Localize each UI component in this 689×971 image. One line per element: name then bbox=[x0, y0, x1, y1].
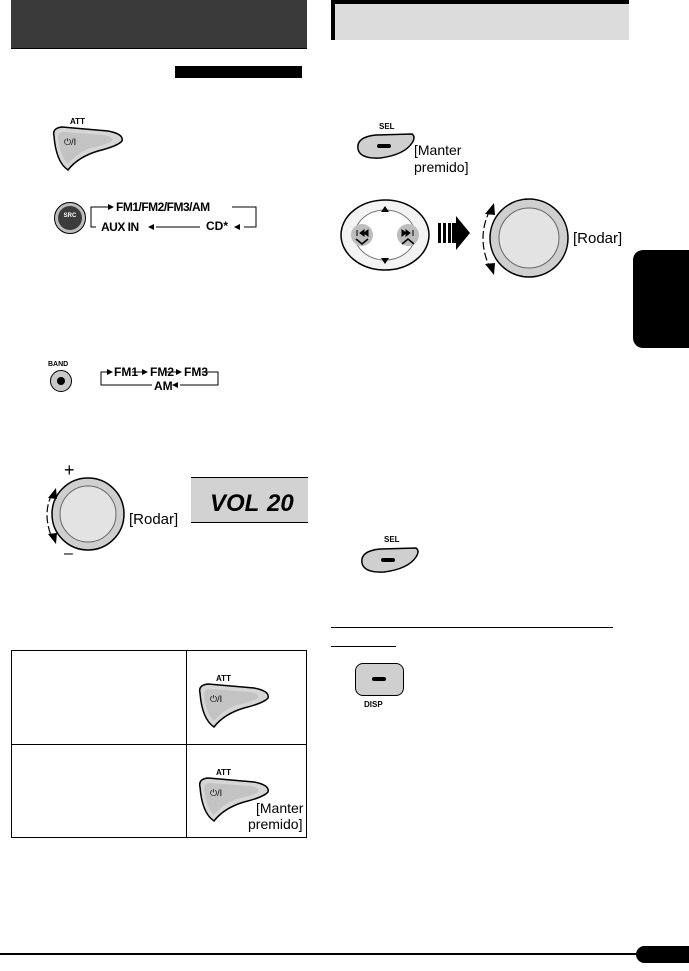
table-power-symbol-2: ⏻/I bbox=[210, 788, 223, 798]
power-symbol-label: ⏻/I bbox=[64, 137, 77, 147]
volume-display-label: VOL bbox=[210, 490, 260, 517]
volume-display-value: 20 bbox=[267, 490, 294, 517]
sel-button-2[interactable] bbox=[358, 545, 422, 575]
disp-button-bar bbox=[372, 677, 386, 681]
transition-arrow-icon bbox=[438, 214, 470, 252]
sel-button-1[interactable] bbox=[354, 131, 418, 161]
source-aux-in: AUX IN bbox=[101, 220, 139, 234]
page-number-tab bbox=[636, 946, 689, 963]
volume-knob[interactable] bbox=[38, 466, 132, 560]
sel-hold-caption-1: [Manter bbox=[414, 142, 462, 158]
right-section-header bbox=[331, 0, 629, 40]
volume-minus: – bbox=[64, 545, 73, 562]
table-power-symbol-1: ⏻/I bbox=[210, 694, 223, 704]
att-power-button[interactable] bbox=[48, 124, 128, 174]
band-button-dot bbox=[57, 377, 65, 385]
band-fm3: FM3 bbox=[184, 365, 208, 379]
dial-caption: [Rodar] bbox=[573, 230, 623, 247]
volume-knob-caption: [Rodar] bbox=[129, 511, 179, 528]
src-label: SRC bbox=[63, 213, 77, 219]
table-row-divider bbox=[11, 744, 307, 745]
att-label: ATT bbox=[70, 117, 85, 126]
table-att-button-1[interactable] bbox=[194, 681, 274, 731]
band-fm2: FM2 bbox=[150, 365, 174, 379]
language-side-tab bbox=[633, 250, 689, 348]
sel-label-1: SEL bbox=[379, 122, 395, 131]
source-cd: CD* bbox=[206, 219, 229, 233]
source-cycle-top: FM1/FM2/FM3/AM bbox=[116, 200, 210, 214]
control-dial[interactable] bbox=[474, 188, 574, 288]
table-att-label-2: ATT bbox=[216, 768, 231, 777]
sel-label-2: SEL bbox=[384, 535, 400, 544]
section-tag-bar bbox=[175, 66, 302, 78]
table-att-label-1: ATT bbox=[216, 674, 231, 683]
volume-plus: + bbox=[64, 460, 75, 480]
footer-rule bbox=[0, 953, 689, 955]
right-subheading-underline bbox=[331, 646, 396, 647]
band-fm1: FM1 bbox=[114, 365, 138, 379]
table-hold-caption-2: premido] bbox=[248, 816, 303, 832]
disp-label: DISP bbox=[364, 700, 383, 709]
navigation-pad[interactable] bbox=[338, 198, 432, 272]
band-label: BAND bbox=[48, 361, 69, 368]
sel-hold-caption-2: premido] bbox=[414, 159, 469, 175]
table-hold-caption-1: [Manter bbox=[256, 800, 304, 816]
section-header-block bbox=[11, 0, 307, 49]
right-divider-rule bbox=[331, 627, 613, 628]
band-am: AM bbox=[154, 379, 173, 393]
